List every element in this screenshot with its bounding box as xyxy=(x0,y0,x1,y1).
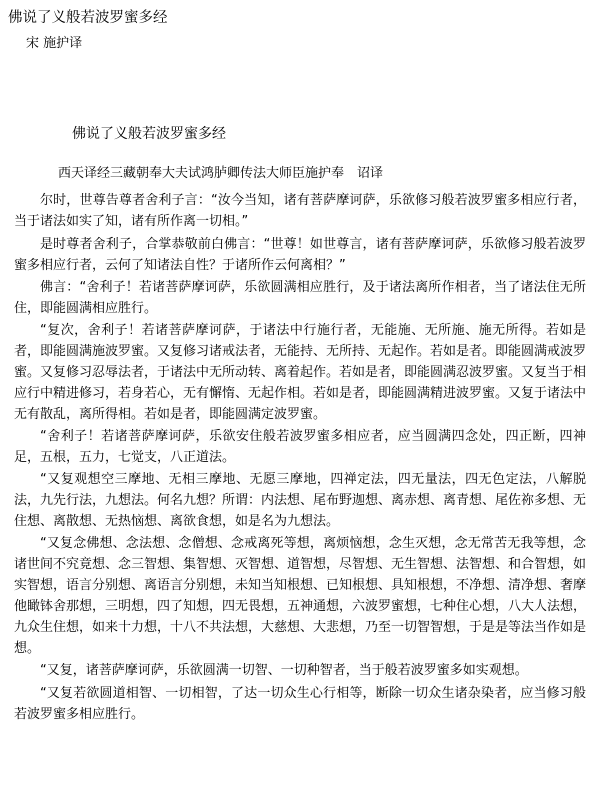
sutra-attribution: 西天译经三藏朝奉大夫试鸿胪卿传法大师臣施护奉 诏译 xyxy=(58,165,384,181)
paragraph: “又复若欲圆道相智、一切相智，了达一切众生心行相等，断除一切众生诸杂染者，应当修习般若波罗蜜多相应胜行。 xyxy=(14,685,586,722)
document-page xyxy=(0,8,600,808)
paragraph: “又复，诸菩萨摩诃萨，乐欲圆满一切智、一切种智者，当于般若波罗蜜多如实观想。 xyxy=(40,663,528,679)
paragraph: 是时尊者舍利子，合掌恭敬前白佛言：“世尊！如世尊言，诸有菩萨摩诃萨，乐欲修习般若波罗蜜多相应行者，云何了知诸法自性？于诸所作云何离相？” xyxy=(14,236,586,273)
paragraph: “又复念佛想、念法想、念僧想、念戒离死等想，离烦恼想，念生灭想，念无常苦无我等想，念诸世间不究竟想、念三智想、集智想、灭智想、道智想，尽智想、无生智想、法智想、和合智想，如实智想，语言分别想、离语言分别想，未知当知根想、已知根想、具知根想，不净想、清净想、奢摩他瞰钵舍那想，三明想，四了知想，四无畏想，五神通想，六波罗蜜想，七种住心想，八大人法想，九众生住想，如来十力想，十八不共法想，大慈想、大悲想，乃至一切智智想，于是是等法当作如是想。 xyxy=(14,536,587,657)
page-header-translator: 宋 施护译 xyxy=(26,35,83,51)
paragraph: “又复观想空三摩地、无相三摩地、无愿三摩地，四禅定法，四无量法，四无色定法，八解脱法，九先行法，九想法。何名九想？所谓：内法想、尾布野迦想、离赤想、离青想、尾佐祢多想、无住想、离散想、无热恼想、离欲食想，如是名为九想法。 xyxy=(14,472,587,530)
paragraph: “舍利子！若诸菩萨摩诃萨，乐欲安住般若波罗蜜多相应者，应当圆满四念处，四正断，四神足，五根，五力，七觉支，八正道法。 xyxy=(14,428,586,465)
sutra-title: 佛说了义般若波罗蜜多经 xyxy=(72,126,226,143)
paragraph: 尔时，世尊告尊者舍利子言：“汝今当知，诸有菩萨摩诃萨，乐欲修习般若波罗蜜多相应行者，当于诸法如实了知，诸有所作离一切相。” xyxy=(14,193,586,230)
page-header-title: 佛说了义般若波罗蜜多经 xyxy=(8,10,168,26)
paragraph: “复次，舍利子！若诸菩萨摩诃萨，于诸法中行施行者，无能施、无所施、施无所得。若如是者，即能圆满施波罗蜜。又复修习诸戒法者，无能持、无所持、无起作。若如是者。即能圆满戒波罗蜜。又复修习忍辱法者，于诸法中无所动转、离着起作。若如是者，即能圆满忍波罗蜜。又复当于相应行中精进修习，若身若心，无有懈惰、无起作相。若如是者，即能圆满精进波罗蜜。又复于诸法中无有散乱，离所得相。若如是者，即能圆满定波罗蜜。 xyxy=(14,322,587,422)
paragraph: 佛言：“舍利子！若诸菩萨摩诃萨，乐欲圆满相应胜行，及于诸法离所作相者，当了诸法住无所住，即能圆满相应胜行。 xyxy=(14,279,586,316)
document-body xyxy=(0,123,600,724)
